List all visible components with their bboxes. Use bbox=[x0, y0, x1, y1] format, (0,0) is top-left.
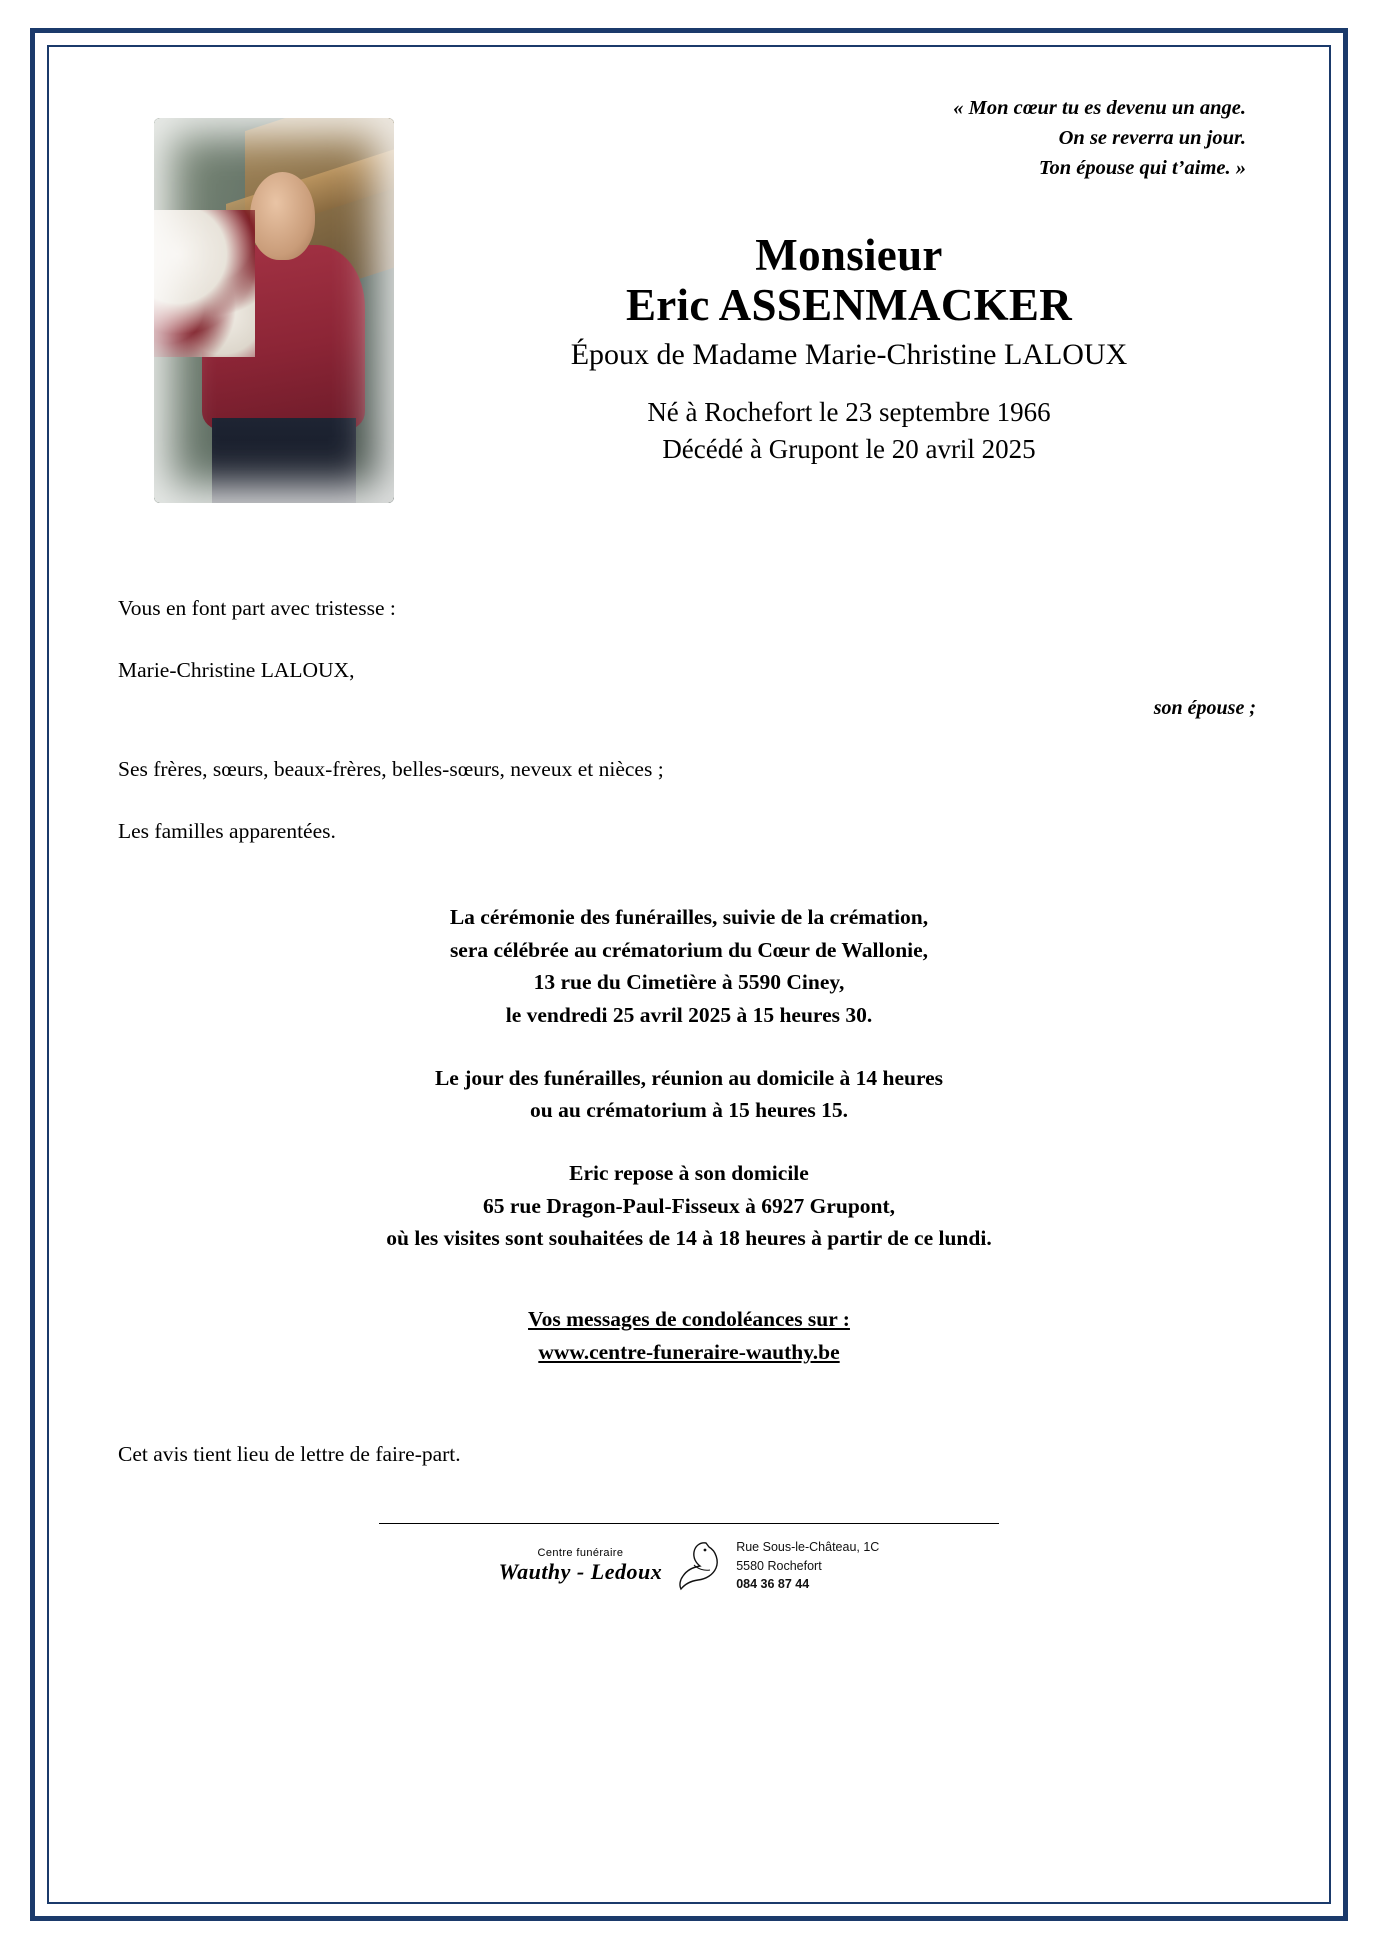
footer-section bbox=[112, 1523, 1266, 1592]
address-line-2: 5580 Rochefort bbox=[736, 1558, 822, 1573]
portrait-photo bbox=[154, 118, 394, 503]
gathering-line-2: ou au crématorium à 15 heures 15. bbox=[530, 1098, 848, 1123]
deceased-name: Eric ASSENMACKER bbox=[625, 280, 1073, 331]
logo-name: Wauthy - Ledoux bbox=[498, 1558, 663, 1584]
quote-line-1: « Mon cœur tu es devenu un ange. bbox=[953, 97, 1246, 119]
visitation-line-2: 65 rue Dragon-Paul-Fisseux à 6927 Grupont, bbox=[482, 1193, 896, 1218]
phone-number: 084 36 87 44 bbox=[736, 1576, 810, 1591]
header-section bbox=[112, 88, 1266, 528]
gathering-line-1: Le jour des funérailles, réunion au domicile à 14 heures bbox=[434, 1065, 944, 1090]
logo-subtitle: Centre funéraire bbox=[537, 1547, 624, 1560]
death-line: Décédé à Grupont le 20 avril 2025 bbox=[662, 433, 1036, 464]
family-intro: Vous en font part avec tristesse : bbox=[118, 596, 396, 620]
family-announcement bbox=[112, 592, 1266, 847]
ceremony-line-1: La cérémonie des funérailles, suivie de la crémation, bbox=[449, 905, 929, 929]
ceremony-line-3: 13 rue du Cimetière à 5590 Ciney, bbox=[533, 970, 845, 995]
widow-name: Marie-Christine LALOUX, bbox=[118, 658, 355, 683]
header-text-block bbox=[432, 88, 1266, 467]
condolences-website-link[interactable]: www.centre-funeraire-wauthy.be bbox=[538, 1339, 840, 1364]
closing-note: Cet avis tient lieu de lettre de faire-part. bbox=[118, 1442, 461, 1467]
quote-line-3: Ton épouse qui t’aime. » bbox=[1038, 156, 1246, 179]
ceremony-block-funeral bbox=[112, 901, 1266, 1032]
epitaph-quote bbox=[432, 94, 1266, 184]
photo-vignette bbox=[154, 118, 394, 503]
honorific-title: Monsieur bbox=[755, 229, 943, 280]
document-content bbox=[60, 58, 1318, 1891]
visitation-line-1: Eric repose à son domicile bbox=[569, 1161, 809, 1186]
logo-text bbox=[499, 1547, 663, 1583]
funeral-home-address bbox=[736, 1538, 879, 1592]
portrait-image bbox=[154, 118, 394, 503]
funeral-home-logo bbox=[499, 1538, 880, 1592]
relatives-line: Les familles apparentées. bbox=[118, 818, 336, 843]
ceremony-details bbox=[112, 901, 1266, 1255]
quote-line-2: On se reverra un jour. bbox=[1058, 126, 1246, 149]
condolences-label: Vos messages de condoléances sur : bbox=[528, 1307, 850, 1332]
ceremony-line-4: le vendredi 25 avril 2025 à 15 heures 30. bbox=[505, 1003, 873, 1028]
dove-icon bbox=[676, 1539, 722, 1593]
spouse-line: Époux de Madame Marie-Christine LALOUX bbox=[570, 338, 1128, 372]
ceremony-block-gathering bbox=[112, 1062, 1266, 1127]
ceremony-line-2: sera célébrée au crématorium du Cœur de Wallonie, bbox=[449, 937, 929, 962]
address-line-1: Rue Sous-le-Château, 1C bbox=[736, 1540, 880, 1555]
widow-role: son épouse ; bbox=[1153, 696, 1256, 719]
birth-line: Né à Rochefort le 23 septembre 1966 bbox=[647, 397, 1051, 428]
siblings-line: Ses frères, sœurs, beaux-frères, belles-sœurs, neveux et nièces ; bbox=[118, 756, 664, 781]
footer-divider bbox=[379, 1523, 999, 1524]
ceremony-block-visitation bbox=[112, 1157, 1266, 1255]
condolences-block bbox=[112, 1303, 1266, 1368]
visitation-line-3: où les visites sont souhaitées de 14 à 18 heures à partir de ce lundi. bbox=[386, 1226, 992, 1251]
